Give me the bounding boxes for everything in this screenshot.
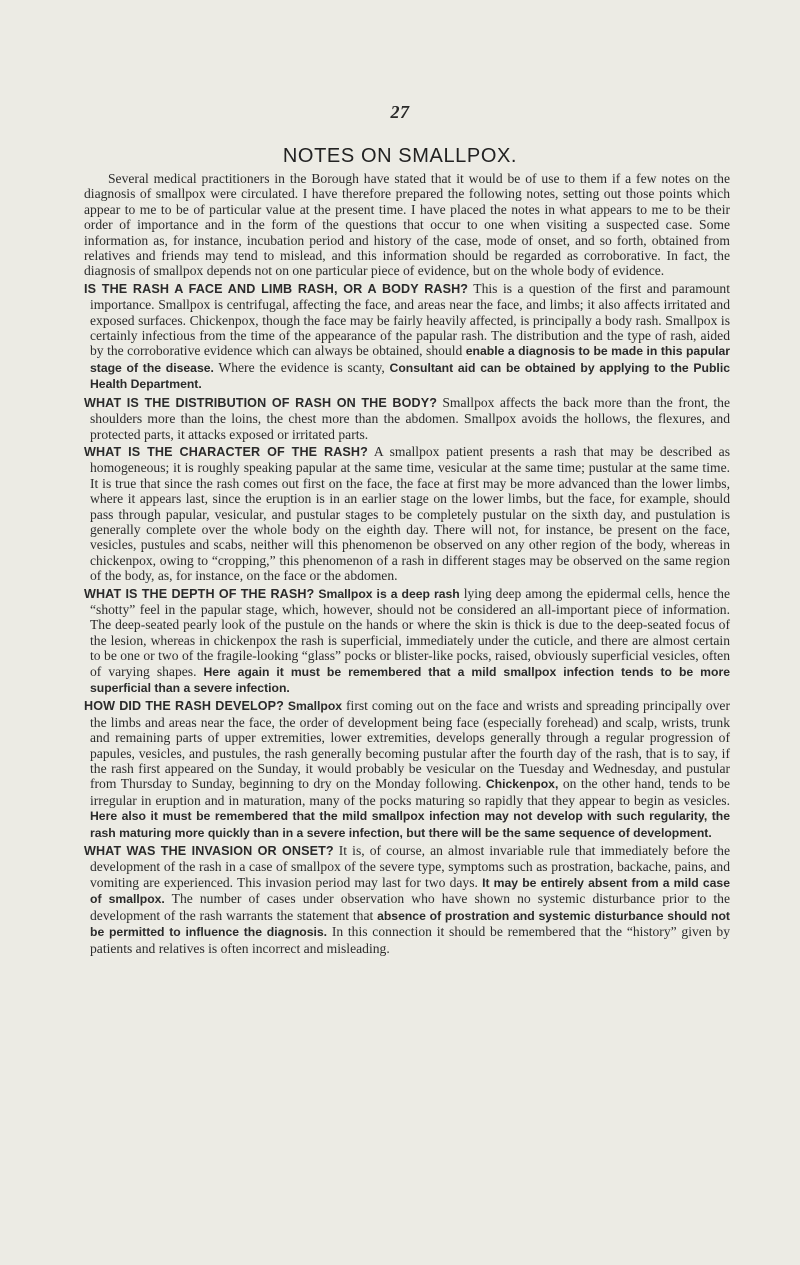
section-text: lying deep among the epidermal cells, hence the “shotty” feel in the papular stage, which, however, should not be considered an all-important piece of information. The deep-seated pearly look of the pustule on the hands or where the skin is thick is due to the deep-seated focus of the lesion, whereas in chickenpox the rash is superficial, immediately under the cuticle, and there are almost certain to be one or two of the fragile-looking “glass” pocks or blister-like pocks, raised, obviously superficial vesicles, often of varying shapes. bbox=[90, 585, 730, 679]
section-heading: IS THE RASH A FACE AND LIMB RASH, OR A BODY RASH? bbox=[84, 281, 469, 296]
section-text: It is, of course, an almost invariable rule that immediately before the development of the rash in a case of smallpox of the severe type, symptoms such as prostration, backache, pains, and vomiting are experienced. This invasion period may last for two days. bbox=[90, 843, 730, 890]
section-text: A smallpox patient presents a rash that may be described as homogeneous; it is roughly speaking papular at the same time, vesicular at the same time; pustular at the same time. It is true that since the rash comes out first on the face, the face at first may be more advanced than the lower limbs, where it appears last, since the eruption is in an earlier stage on the lower limbs, but the face, for example, should pass through papular, vesicular, and pustular stages to be completely pustular on the sixth day, and pustulation is generally complete over the whole body on the eighth day. There will not, for instance, be present on the face, vesicles, pustules and scabs, neither will this phenomenon be observed on any other region of the body, whereas in chickenpox, owing to “cropping,” this phenomenon of a rash in different stages may be observed on the same region of the body, as, for instance, on the face or the abdomen. bbox=[90, 443, 730, 584]
section-heading: WHAT IS THE CHARACTER OF THE RASH? bbox=[84, 444, 368, 459]
section-character bbox=[84, 444, 730, 584]
section-text: Smallpox affects the back more than the front, the shoulders more than the loins, the chest more than the abdomen. Smallpox avoids the hollows, the flexures, and protected parts, it attacks exposed or irritated parts. bbox=[90, 394, 730, 442]
section-emphasis: Here also it must be remembered that the mild smallpox infection may not develop with such regularity, the rash maturing more quickly than in a severe infection, but there will be the same sequence of development. bbox=[90, 809, 730, 840]
page-number: 27 bbox=[390, 102, 410, 122]
section-emphasis: It may be entirely absent from a mild case of smallpox. bbox=[90, 875, 730, 907]
section-emphasis: Consultant aid can be obtained by applying to the Public Health Department. bbox=[90, 360, 730, 392]
section-heading: WHAT WAS THE INVASION OR ONSET? bbox=[84, 844, 334, 859]
section-text: first coming out on the face and wrists and spreading principally over the limbs and areas near the face, the order of development being face (especially forehead) and scalp, wrists, trunk and remaining parts of upper extremities, lower extremities, develops generally through a regular progression of papules, vesicles, and pustules, the rash generally becoming pustular after the fourth day of the rash, that is to say, if the rash first appeared on the Sunday, it would probably be vesicular on the Tuesday and Wednesday, and pustular from Thursday to Sunday, beginning to dry on the Monday following. bbox=[90, 698, 730, 792]
section-rash-type bbox=[84, 281, 730, 393]
section-emphasis: Chickenpox, bbox=[485, 777, 559, 792]
section-development bbox=[84, 698, 730, 841]
page-title: NOTES ON SMALLPOX. bbox=[282, 145, 518, 167]
section-text: on the other hand, tends to be irregular in eruption and in maturation, many of the pocks maturing so rapidly that they appear to begin as vesicles. bbox=[90, 776, 730, 808]
section-emphasis: Smallpox is a deep rash bbox=[318, 586, 460, 601]
section-emphasis: Smallpox bbox=[287, 699, 343, 714]
section-depth bbox=[84, 586, 730, 697]
section-emphasis: absence of prostration and systemic disturbance should not be permitted to influence the diagnosis. bbox=[90, 908, 730, 940]
section-heading: WHAT IS THE DISTRIBUTION OF RASH ON THE BODY? bbox=[84, 395, 437, 410]
section-text: In this connection it should be remembered that the “history” given by patients and relatives is often incorrect and misleading. bbox=[90, 924, 730, 956]
document-body bbox=[84, 171, 730, 958]
intro-paragraph: Several medical practitioners in the Borough have stated that it would be of use to them if a few notes on the diagnosis of smallpox were circulated. I have therefore prepared the following notes, setting out those points which appear to me to be of particular value at the present time. I have placed the notes in what appears to me to be their order of importance and in the form of the questions that occur to one when visiting a suspected case. Some information as, for instance, incubation period and history of the case, mode of onset, and so forth, obtained from relatives and friends may tend to mislead, and this information should be regarded as corroborative. In fact, the diagnosis of smallpox depends not on one particular piece of evidence, but on the whole body of evidence. bbox=[84, 171, 730, 279]
section-emphasis: Here again it must be remembered that a mild smallpox infection tends to be more superficial than a severe infection. bbox=[90, 664, 730, 695]
section-text: Where the evidence is scanty, bbox=[213, 359, 390, 375]
section-heading: WHAT IS THE DEPTH OF THE RASH? bbox=[84, 586, 315, 601]
section-emphasis: enable a diagnosis to be made in this papular stage of the disease. bbox=[90, 344, 730, 375]
section-onset bbox=[84, 843, 730, 956]
section-distribution bbox=[84, 395, 730, 442]
section-text: The number of cases under observation who have shown no systemic disturbance prior to the development of the rash warrants the statement that bbox=[90, 891, 731, 923]
section-text: This is a question of the first and paramount importance. Smallpox is centrifugal, affecting the face, and areas near the face, and limbs; it also affects irritated and exposed surfaces. Chickenpox, though the face may be fairly heavily affected, is principally a body rash. Smallpox is certainly infectious from the time of the appearance of the papular rash. The distribution and the type of rash, aided by the corroborative evidence which can always be obtained, should bbox=[90, 280, 730, 359]
section-heading: HOW DID THE RASH DEVELOP? bbox=[84, 699, 284, 714]
